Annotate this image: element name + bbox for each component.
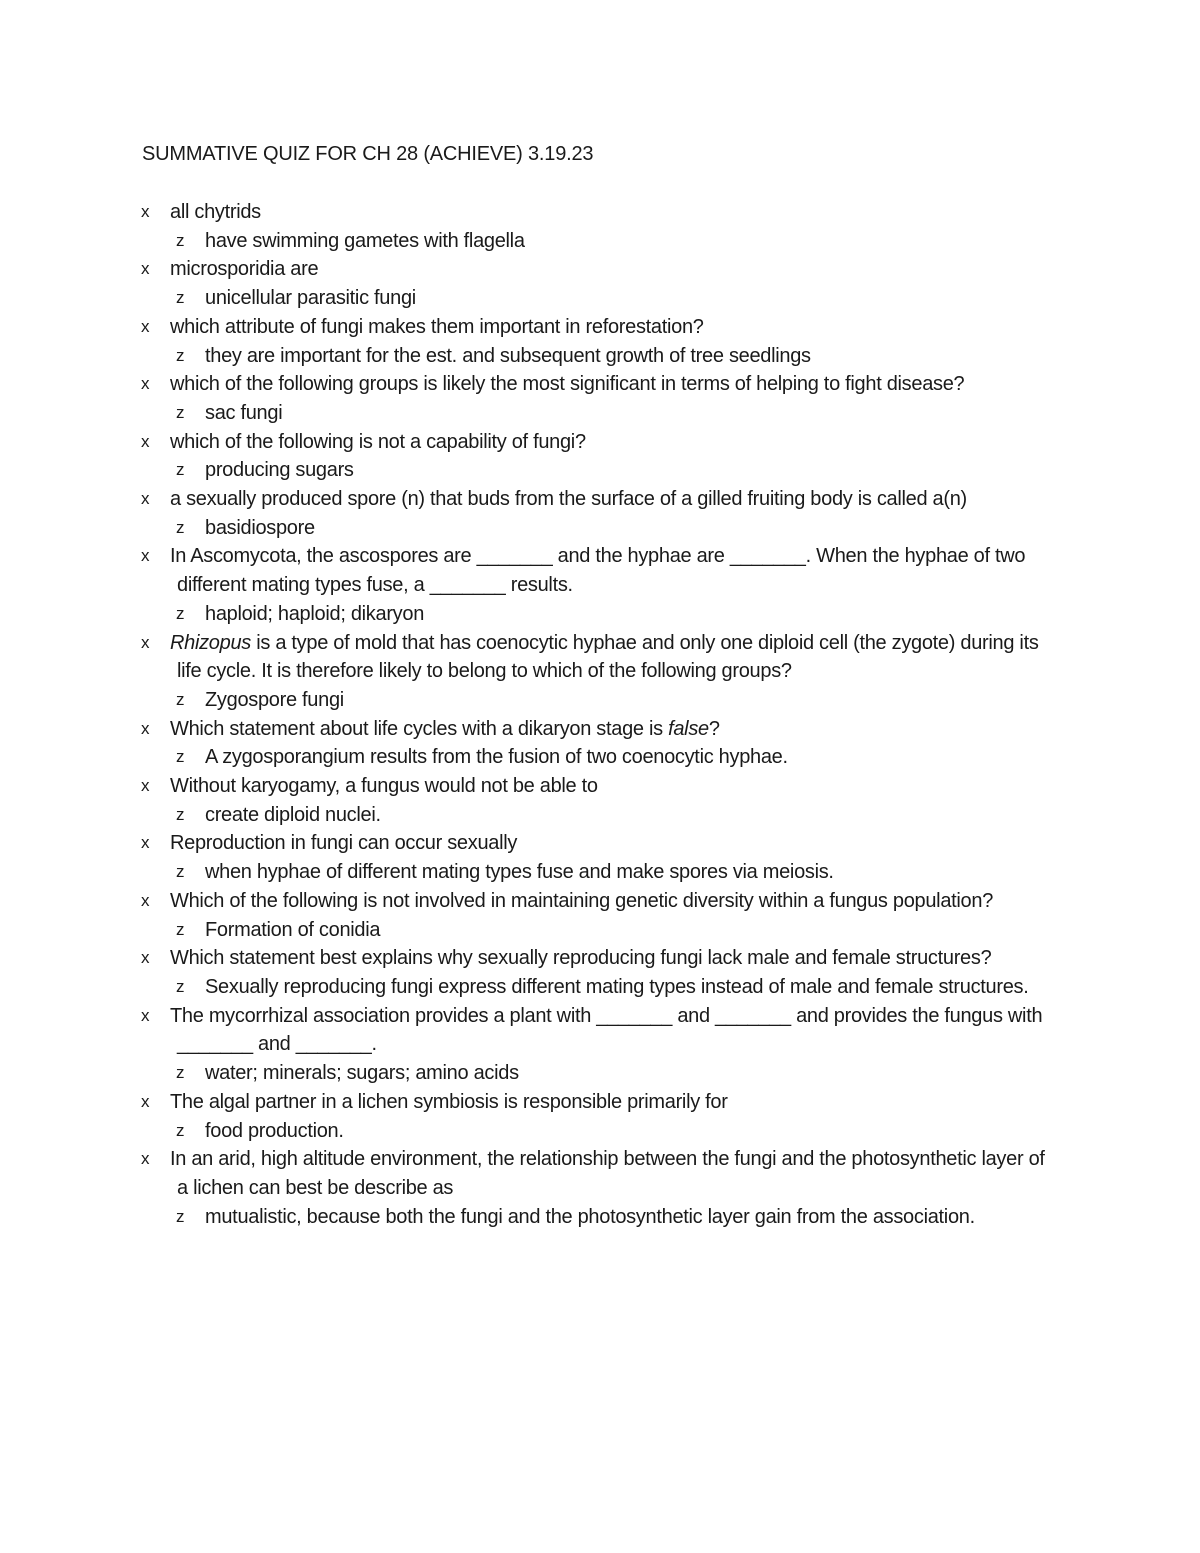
answer-line [0, 916, 1045, 945]
question-text: microsporidia are [170, 258, 319, 281]
answer-text: they are important for the est. and subsequent growth of tree seedlings [205, 344, 811, 367]
answer-line [0, 456, 1045, 485]
question-bullet-icon: x [141, 632, 150, 652]
question-item [0, 715, 1200, 772]
question-bullet-icon: x [141, 431, 150, 451]
question-line [0, 1088, 1050, 1117]
answer-line [0, 600, 1045, 629]
answer-text: sac fungi [205, 401, 283, 424]
answer-text: food production. [205, 1119, 344, 1142]
question-line [0, 829, 1050, 858]
answer-text: unicellular parasitic fungi [205, 287, 416, 310]
answer-line [0, 1059, 1045, 1088]
answer-text: mutualistic, because both the fungi and the photosynthetic layer gain from the association. [205, 1205, 975, 1228]
question-text: Which statement about life cycles with a dikaryon stage is false? [170, 717, 720, 740]
answer-line [0, 1203, 1045, 1232]
question-bullet-icon: x [141, 259, 150, 279]
question-item [0, 428, 1200, 485]
answer-text: have swimming gametes with flagella [205, 229, 525, 252]
answer-text: water; minerals; sugars; amino acids [205, 1062, 519, 1085]
question-line [0, 313, 1050, 342]
question-line [0, 944, 1050, 973]
question-bullet-icon: x [141, 546, 150, 566]
question-line [0, 198, 1050, 227]
question-text: The mycorrhizal association provides a plant with _______ and _______ and provides the fungus with _______ and _______. [170, 1004, 1043, 1056]
question-item [0, 829, 1200, 886]
question-line [0, 887, 1050, 916]
answer-bullet-icon: z [176, 976, 185, 996]
question-bullet-icon: x [141, 948, 150, 968]
answer-line [0, 284, 1045, 313]
question-bullet-icon: x [141, 1149, 150, 1169]
question-item [0, 542, 1200, 628]
document-title: SUMMATIVE QUIZ FOR CH 28 (ACHIEVE) 3.19.23 [142, 143, 594, 165]
question-line [0, 485, 1050, 514]
question-text: Which of the following is not involved in maintaining genetic diversity within a fungus population? [170, 889, 994, 912]
answer-bullet-icon: z [176, 862, 185, 882]
answer-line [0, 743, 1045, 772]
answer-bullet-icon: z [176, 345, 185, 365]
answer-bullet-icon: z [176, 747, 185, 767]
question-item [0, 1002, 1200, 1088]
answer-text: producing sugars [205, 459, 354, 482]
question-line [0, 715, 1050, 744]
question-line [0, 255, 1050, 284]
answer-bullet-icon: z [176, 460, 185, 480]
answer-bullet-icon: z [176, 804, 185, 824]
answer-text: haploid; haploid; dikaryon [205, 602, 425, 625]
question-bullet-icon: x [141, 316, 150, 336]
answer-bullet-icon: z [176, 230, 185, 250]
answer-text: basidiospore [205, 516, 315, 539]
question-line [0, 772, 1050, 801]
answer-bullet-icon: z [176, 1063, 185, 1083]
answer-line [0, 342, 1045, 371]
answer-line [0, 858, 1045, 887]
answer-line [0, 801, 1045, 830]
question-text: Reproduction in fungi can occur sexually [170, 832, 518, 855]
answer-bullet-icon: z [176, 402, 185, 422]
answer-line [0, 399, 1045, 428]
question-list [0, 198, 1200, 1231]
question-item [0, 1145, 1200, 1231]
question-item [0, 887, 1200, 944]
answer-text: create diploid nuclei. [205, 803, 381, 826]
question-line [0, 428, 1050, 457]
question-text: a sexually produced spore (n) that buds from the surface of a gilled fruiting body is called a(n) [170, 488, 967, 511]
question-emphasis: Rhizopus [170, 631, 251, 654]
answer-bullet-icon: z [176, 517, 185, 537]
question-item [0, 485, 1200, 542]
question-text: which of the following is not a capability of fungi? [170, 430, 586, 453]
answer-line [0, 227, 1045, 256]
answer-text: when hyphae of different mating types fuse and make spores via meiosis. [205, 861, 834, 884]
question-text: In Ascomycota, the ascospores are _______ and the hyphae are _______. When the hyphae of two different mating types fuse, a _______ results. [170, 545, 1026, 597]
question-item [0, 772, 1200, 829]
answer-line [0, 1117, 1045, 1146]
question-bullet-icon: x [141, 718, 150, 738]
answer-bullet-icon: z [176, 603, 185, 623]
question-item [0, 313, 1200, 370]
question-text: The algal partner in a lichen symbiosis is responsible primarily for [170, 1090, 728, 1113]
question-text: In an arid, high altitude environment, the relationship between the fungi and the photosynthetic layer of a lichen can best be describe as [170, 1148, 1045, 1199]
answer-bullet-icon: z [176, 1120, 185, 1140]
question-bullet-icon: x [141, 1091, 150, 1111]
question-item [0, 198, 1200, 255]
question-bullet-icon: x [141, 833, 150, 853]
answer-bullet-icon: z [176, 288, 185, 308]
question-line [0, 1002, 1050, 1059]
answer-line [0, 514, 1045, 543]
question-item [0, 1088, 1200, 1145]
question-emphasis: false [668, 717, 709, 740]
question-line [0, 629, 1050, 686]
question-item [0, 370, 1200, 427]
question-item [0, 255, 1200, 312]
question-text: which attribute of fungi makes them important in reforestation? [170, 315, 704, 338]
question-text: which of the following groups is likely the most significant in terms of helping to fight disease? [170, 373, 965, 396]
question-item [0, 629, 1200, 715]
question-line [0, 542, 1050, 599]
question-text: Rhizopus is a type of mold that has coenocytic hyphae and only one diploid cell (the zygote) during its life cycle. It is therefore likely to belong to which of the following groups? [170, 631, 1039, 683]
question-item [0, 944, 1200, 1001]
question-text: Without karyogamy, a fungus would not be able to [170, 775, 598, 798]
answer-bullet-icon: z [176, 919, 185, 939]
question-bullet-icon: x [141, 776, 150, 796]
answer-line [0, 686, 1045, 715]
question-bullet-icon: x [141, 890, 150, 910]
answer-text: Zygospore fungi [205, 688, 344, 711]
answer-bullet-icon: z [176, 1206, 185, 1226]
answer-text: A zygosporangium results from the fusion of two coenocytic hyphae. [205, 746, 788, 769]
answer-text: Formation of conidia [205, 918, 381, 941]
answer-text: Sexually reproducing fungi express different mating types instead of male and female structures. [205, 975, 1029, 998]
question-text: all chytrids [170, 201, 261, 223]
question-bullet-icon: x [141, 374, 150, 394]
answer-bullet-icon: z [176, 689, 185, 709]
question-line [0, 1145, 1050, 1202]
question-line [0, 370, 1050, 399]
question-text: Which statement best explains why sexually reproducing fungi lack male and female structures? [170, 947, 992, 970]
question-bullet-icon: x [141, 202, 150, 221]
answer-line [0, 973, 1045, 1002]
question-bullet-icon: x [141, 489, 150, 509]
question-bullet-icon: x [141, 1005, 150, 1025]
